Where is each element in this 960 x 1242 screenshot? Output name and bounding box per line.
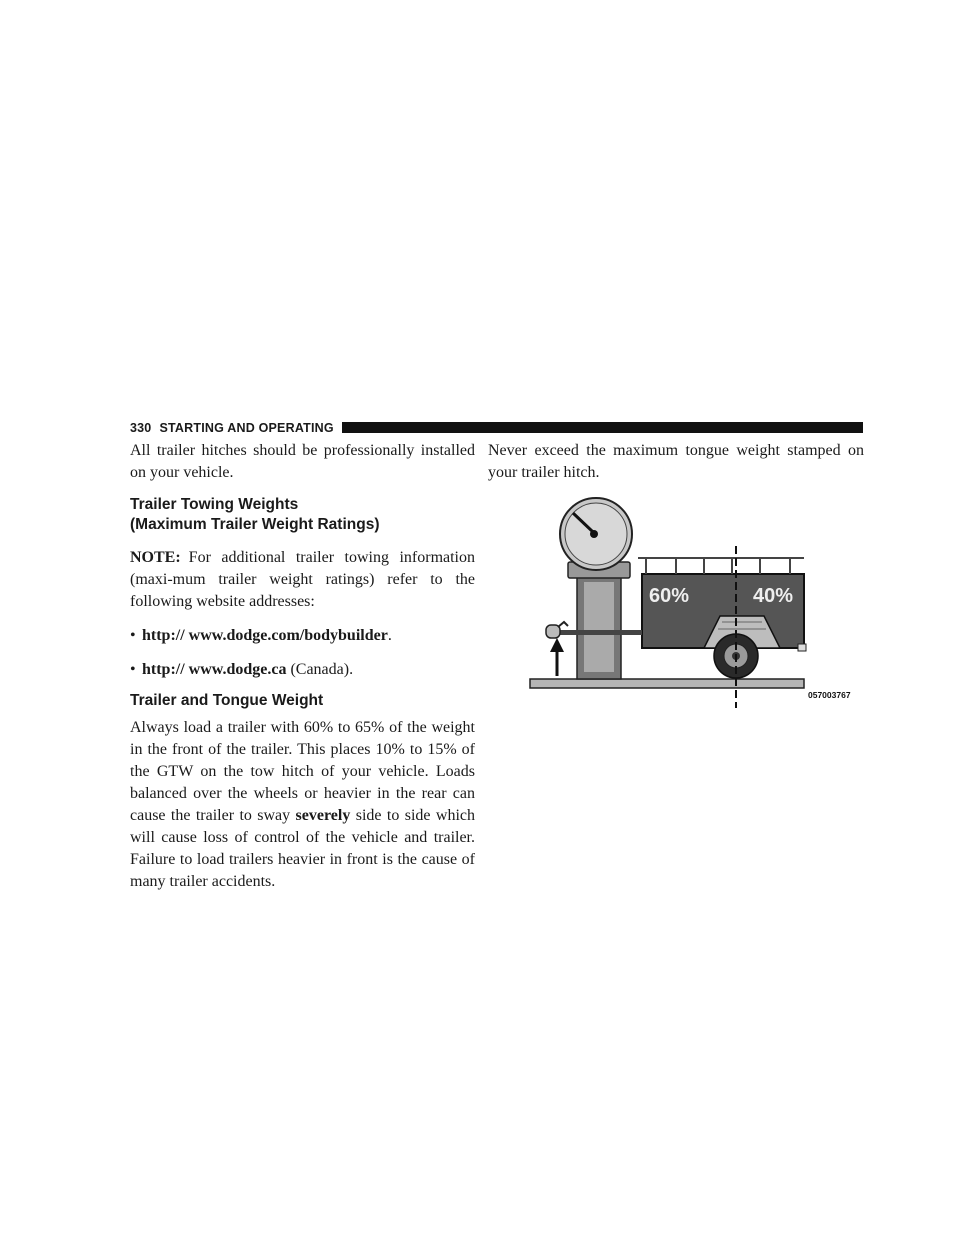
tongue-weight-warning: Never exceed the maximum tongue weight stamped on your trailer hitch. <box>488 442 864 481</box>
rear-weight-label: 40% <box>753 585 794 607</box>
dodge-canada-link[interactable]: http:// www.dodge.ca <box>142 661 287 678</box>
body-text-2: side to side which will cause loss of control of the vehicle and trailer. Failure to load trailers heavier in front is the cause of many trailer accidents. <box>130 807 475 890</box>
section-title: STARTING AND OPERATING <box>159 420 334 435</box>
page-number: 330 <box>130 420 152 435</box>
bullet-icon: • <box>130 627 136 644</box>
tongue-weight-heading: Trailer and Tongue Weight <box>130 692 324 709</box>
left-column <box>130 440 475 893</box>
note-paragraph <box>130 547 475 613</box>
note-text: For additional trailer towing information (maxi-mum trailer weight ratings) refer to the following website addresses: <box>130 549 475 610</box>
hitch-coupler-icon <box>546 625 560 638</box>
trailer-scale-diagram <box>528 496 864 708</box>
list-item <box>130 659 475 681</box>
bodybuilder-link[interactable]: http:// www.dodge.com/bodybuilder <box>142 627 388 644</box>
trailer-towing-weights-heading <box>130 495 475 535</box>
right-column <box>488 440 864 484</box>
bullet-icon: • <box>130 661 136 678</box>
intro-paragraph: All trailer hitches should be professionally installed on your vehicle. <box>130 442 475 481</box>
link-suffix: . <box>387 627 392 644</box>
body-text-1: Always load a trailer with 60% to 65% of the weight in the front of the trailer. This places 10% to 15% of the GTW on the tow hitch of your vehicle. Loads balanced over the wheels or heavier in the rear can cause the trailer to sway <box>130 719 475 824</box>
page-header <box>130 419 863 436</box>
trailer-tongue <box>556 630 642 635</box>
list-item <box>130 625 475 647</box>
scale-pillar-inner <box>584 582 614 672</box>
heading-line-2: (Maximum Trailer Weight Ratings) <box>130 516 380 533</box>
figure-id: 057003767 <box>808 690 851 700</box>
up-arrow-icon <box>550 638 564 652</box>
tail-light <box>798 644 806 651</box>
severely-emphasis: severely <box>295 807 351 824</box>
trailer-weight-illustration <box>528 496 864 708</box>
header-rule <box>342 422 863 433</box>
front-weight-label: 60% <box>649 585 690 607</box>
link-suffix: (Canada). <box>286 661 354 678</box>
note-label: NOTE: <box>130 549 181 566</box>
gauge-pivot <box>590 530 598 538</box>
ground-strip <box>530 679 804 688</box>
heading-line-1: Trailer Towing Weights <box>130 496 299 513</box>
tongue-weight-paragraph <box>130 717 475 893</box>
